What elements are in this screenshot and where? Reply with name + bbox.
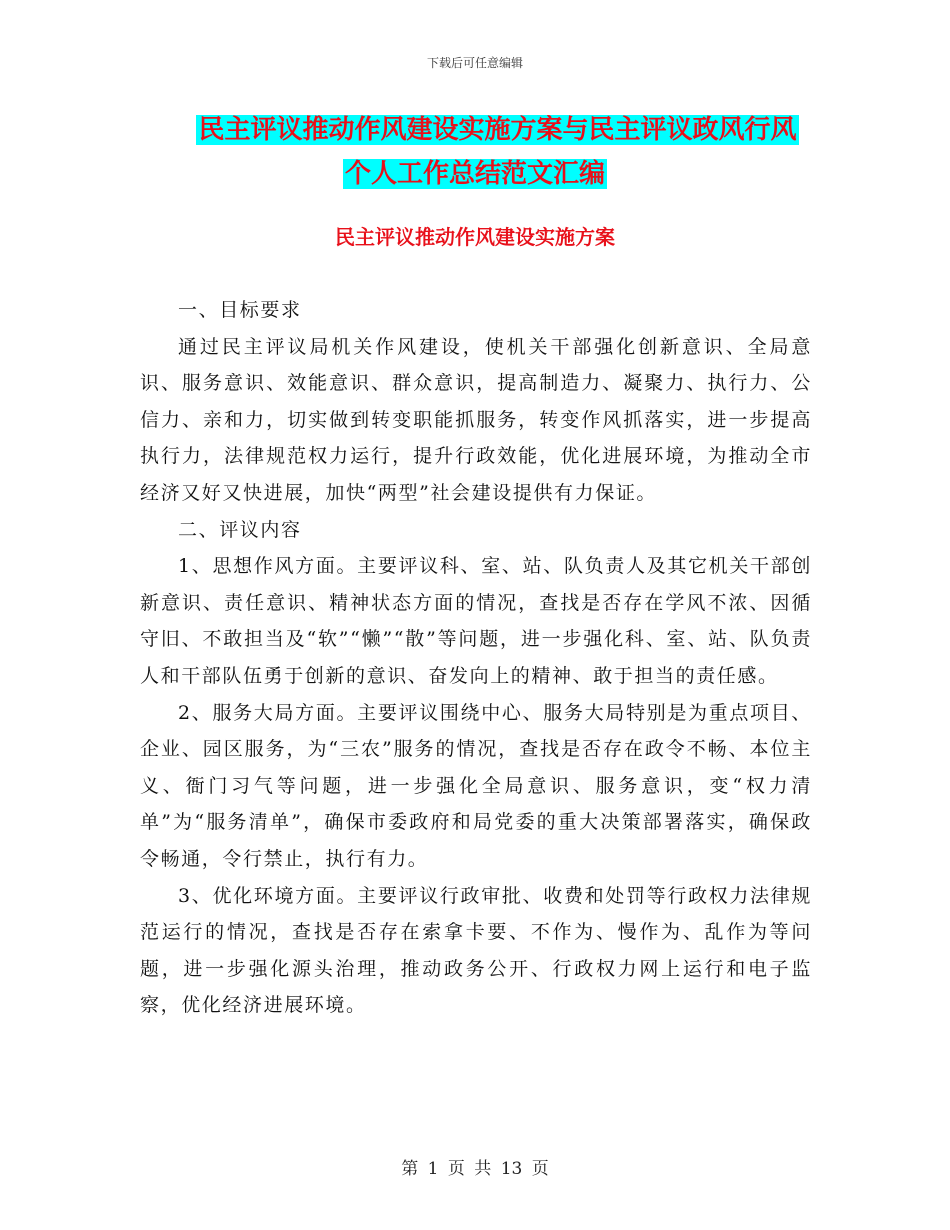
heading-review-content: 二、评议内容 bbox=[178, 518, 302, 541]
document-title-text-2: 个人工作总结范文汇编 bbox=[344, 159, 605, 189]
section-title: 民主评议推动作风建设实施方案 bbox=[335, 225, 615, 249]
document-body bbox=[140, 292, 812, 1024]
paragraph-optimize-environment: 3、优化环境方面。主要评议行政审批、收费和处罚等行政权力法律规范运行的情况，查找是否存在索拿卡要、不作为、慢作为、乱作为等问题，进一步强化源头治理，推动政务公开、行政权力网上运行和电子监察，优化经济进展环境。 bbox=[140, 884, 812, 1017]
paragraph-serving-overall: 2、服务大局方面。主要评议围绕中心、服务大局特别是为重点项目、企业、园区服务，为“三农”服务的情况，查找是否存在政令不畅、本位主义、衙门习气等问题，进一步强化全局意识、服务意识，变“权力清单”为“服务清单”，确保市委政府和局党委的重大决策部署落实，确保政令畅通，令行禁止，执行有力。 bbox=[140, 701, 812, 870]
page-header: 下载后可任意编辑 bbox=[426, 56, 523, 70]
page-footer: 第 1 页 共 13 页 bbox=[401, 1159, 549, 1179]
paragraph-goal-description: 通过民主评议局机关作风建设，使机关干部强化创新意识、全局意识、服务意识、效能意识、群众意识，提高制造力、凝聚力、执行力、公信力、亲和力，切实做到转变职能抓服务，转变作风抓落实，进一步提高执行力，法律规范权力运行，提升行政效能，优化进展环境，为推动全市经济又好又快进展，加快“两型”社会建设提供有力保证。 bbox=[140, 335, 812, 504]
heading-goal-requirements: 一、目标要求 bbox=[178, 299, 302, 321]
document-title-line-1 bbox=[0, 110, 950, 150]
document-title-line-2 bbox=[0, 154, 950, 194]
document-title-text-1: 民主评议推动作风建设实施方案与民主评议政风行风 bbox=[198, 115, 797, 145]
paragraph-ideological-style: 1、思想作风方面。主要评议科、室、站、队负责人及其它机关干部创新意识、责任意识、精神状态方面的情况，查找是否存在学风不浓、因循守旧、不敢担当及“软”“懒”“散”等问题，进一步强化科、室、站、队负责人和干部队伍勇于创新的意识、奋发向上的精神、敢于担当的责任感。 bbox=[140, 555, 812, 687]
